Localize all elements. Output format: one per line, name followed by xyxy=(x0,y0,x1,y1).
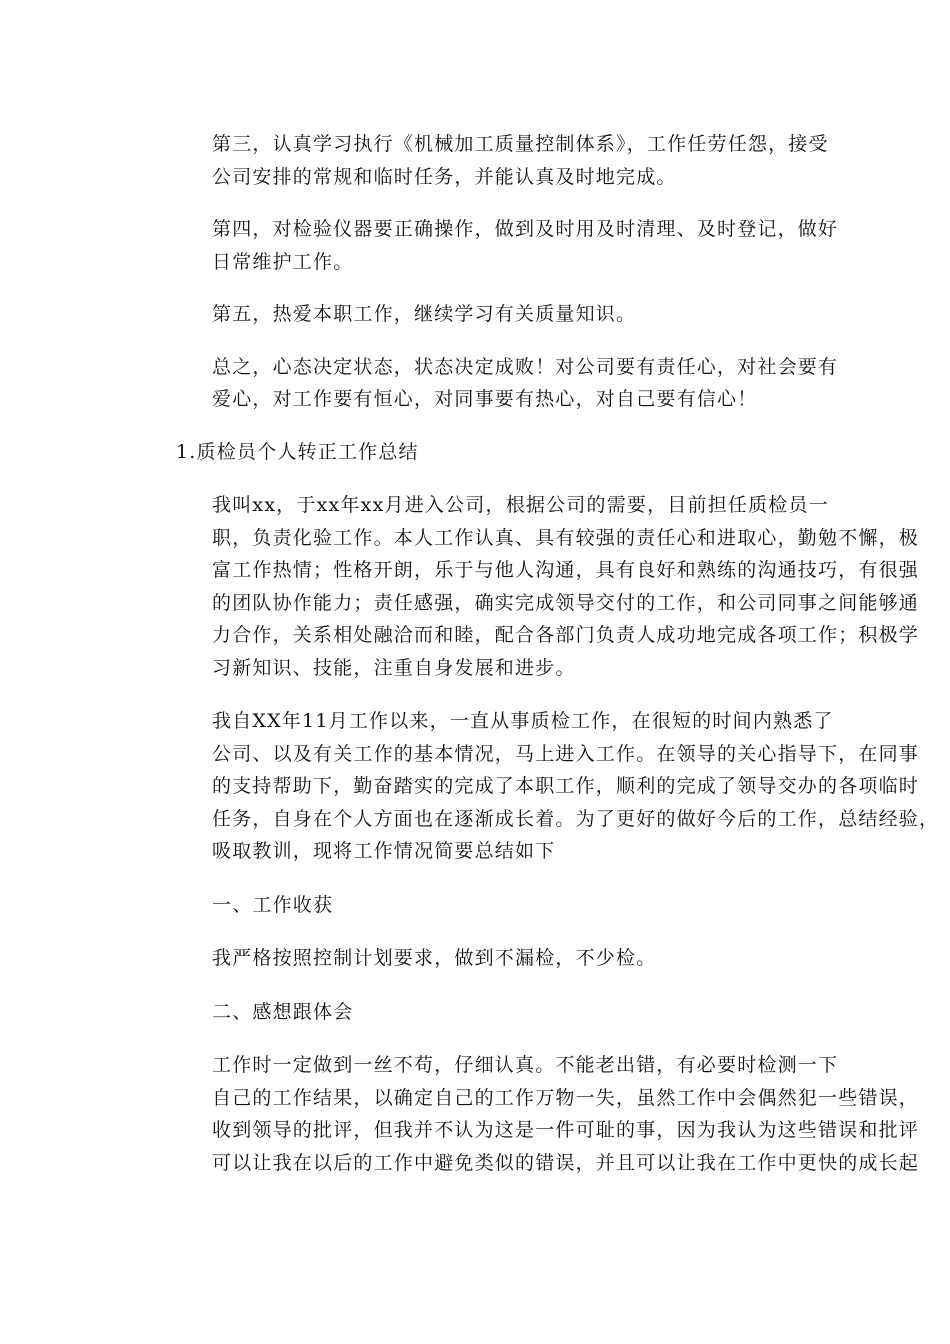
text-line: 我叫xx，于xx年xx月进入公司，根据公司的需要，目前担任质检员一 xyxy=(212,494,829,516)
section-heading-summary xyxy=(136,436,816,469)
text-line: 吸取教训，现将工作情况简要总结如下 xyxy=(212,840,556,862)
text-line: 职，负责化验工作。本人工作认真、具有较强的责任心和进取心，勤勉不懈，极 xyxy=(212,526,920,549)
paragraph-gains xyxy=(136,942,816,975)
text-line: 自己的工作结果，以确定自己的工作万物一失，虽然工作中会偶然犯一些错误， xyxy=(212,1086,920,1109)
paragraph-reflections xyxy=(136,1049,920,1179)
text-line: 我自XX年11月工作以来，一直从事质检工作，在很短的时间内熟悉了 xyxy=(212,710,834,732)
heading-text: 1.质检员个人转正工作总结 xyxy=(176,440,419,463)
heading-text: 一、工作收获 xyxy=(212,893,334,916)
text-line: 工作时一定做到一丝不苟，仔细认真。不能老出错，有必要时检测一下 xyxy=(212,1054,839,1076)
text-line: 可以让我在以后的工作中避免类似的错误，并且可以让我在工作中更快的成长起 xyxy=(212,1151,920,1174)
paragraph-fourth-point xyxy=(136,213,839,278)
paragraph-self-introduction xyxy=(136,489,920,684)
text-line: 我严格按照控制计划要求，做到不漏检，不少检。 xyxy=(212,947,657,969)
section-heading-reflections xyxy=(136,996,816,1029)
text-line: 第五，热爱本职工作，继续学习有关质量知识。 xyxy=(212,303,637,325)
paragraph-fifth-point xyxy=(136,298,816,331)
text-line: 日常维护工作。 xyxy=(212,250,354,273)
text-line: 第四，对检验仪器要正确操作，做到及时用及时清理、及时登记，做好 xyxy=(212,218,839,240)
paragraph-third-point xyxy=(136,128,829,193)
heading-text: 二、感想跟体会 xyxy=(212,1000,354,1023)
text-line: 收到领导的批评，但我并不认为这是一件可耻的事，因为我认为这些错误和批评 xyxy=(212,1119,920,1141)
text-line: 力合作，关系相处融洽而和睦，配合各部门负责人成功地完成各项工作；积极学 xyxy=(212,624,920,646)
text-line: 的支持帮助下，勤奋踏实的完成了本职工作，顺利的完成了领导交办的各项临时 xyxy=(212,775,920,797)
paragraph-work-experience xyxy=(136,705,940,868)
text-line: 任务，自身在个人方面也在逐渐成长着。为了更好的做好今后的工作，总结经验， xyxy=(212,807,940,830)
text-line: 公司安排的常规和临时任务，并能认真及时地完成。 xyxy=(212,165,677,188)
paragraph-conclusion xyxy=(136,351,839,416)
section-heading-gains xyxy=(136,889,816,922)
document-page xyxy=(136,128,940,1179)
text-line: 的团队协作能力；责任感强，确实完成领导交付的工作，和公司同事之间能够通 xyxy=(212,591,920,614)
text-line: 第三，认真学习执行《机械加工质量控制体系》，工作任劳任怨，接受 xyxy=(212,133,829,155)
text-line: 公司、以及有关工作的基本情况，马上进入工作。在领导的关心指导下，在同事 xyxy=(212,742,920,765)
text-line: 爱心，对工作要有恒心，对同事要有热心，对自己要有信心！ xyxy=(212,388,758,410)
text-line: 富工作热情；性格开朗，乐于与他人沟通，具有良好和熟练的沟通技巧，有很强 xyxy=(212,559,920,581)
text-line: 总之，心态决定状态，状态决定成败！对公司要有责任心，对社会要有 xyxy=(212,355,839,378)
text-line: 习新知识、技能，注重自身发展和进步。 xyxy=(212,656,576,679)
